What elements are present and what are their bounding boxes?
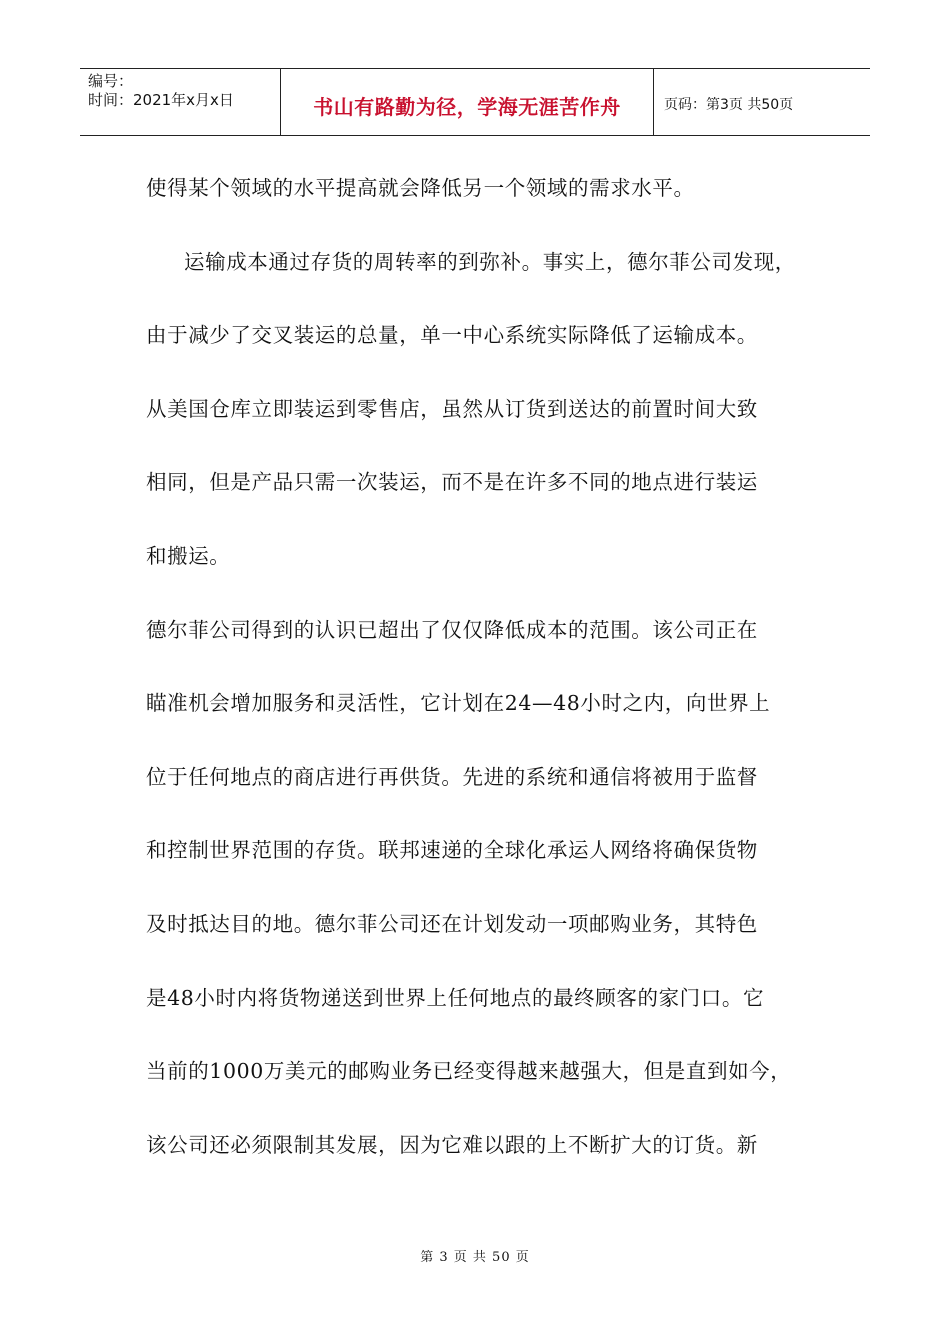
header-page-info: 页码：第3页 共50页 bbox=[664, 97, 794, 113]
text-line: 该公司还必须限制其发展，因为它难以跟的上不断扩大的订货。新 bbox=[146, 1132, 758, 1157]
date-label: 时间：2021年x月x日 bbox=[88, 91, 234, 109]
header-motto: 书山有路勤为径，学海无涯苦作舟 bbox=[281, 69, 654, 135]
serial-label: 编号： bbox=[88, 72, 134, 90]
document-body bbox=[146, 152, 826, 1182]
text-line: 瞄准机会增加服务和灵活性，它计划在24—48小时之内，向世界上 bbox=[146, 691, 771, 716]
text-line: 相同，但是产品只需一次装运，而不是在许多不同的地点进行装运 bbox=[146, 470, 758, 495]
page-header bbox=[80, 68, 870, 136]
text-line: 使得某个领域的水平提高就会降低另一个领域的需求水平。 bbox=[146, 176, 695, 200]
header-meta-cell bbox=[80, 69, 281, 135]
text-line: 运输成本通过存货的周转率的到弥补。事实上，德尔菲公司发现， bbox=[184, 249, 796, 274]
text-line: 位于任何地点的商店进行再供货。先进的系统和通信将被用于监督 bbox=[146, 764, 758, 789]
text-line: 和控制世界范围的存货。联邦速递的全球化承运人网络将确保货物 bbox=[146, 838, 758, 863]
text-line: 当前的1000万美元的邮购业务已经变得越来越强大，但是直到如今， bbox=[146, 1059, 792, 1084]
text-line: 及时抵达目的地。德尔菲公司还在计划发动一项邮购业务，其特色 bbox=[146, 911, 758, 936]
text-line: 德尔菲公司得到的认识已超出了仅仅降低成本的范围。该公司正在 bbox=[146, 617, 758, 642]
text-line: 从美国仓库立即装运到零售店，虽然从订货到送达的前置时间大致 bbox=[146, 396, 758, 421]
text-line: 是48小时内将货物递送到世界上任何地点的最终顾客的家门口。它 bbox=[146, 985, 765, 1010]
text-line: 和搬运。 bbox=[146, 543, 231, 568]
text-line: 由于减少了交叉装运的总量，单一中心系统实际降低了运输成本。 bbox=[146, 323, 758, 348]
page-footer: 第 3 页 共 50 页 bbox=[420, 1250, 530, 1265]
